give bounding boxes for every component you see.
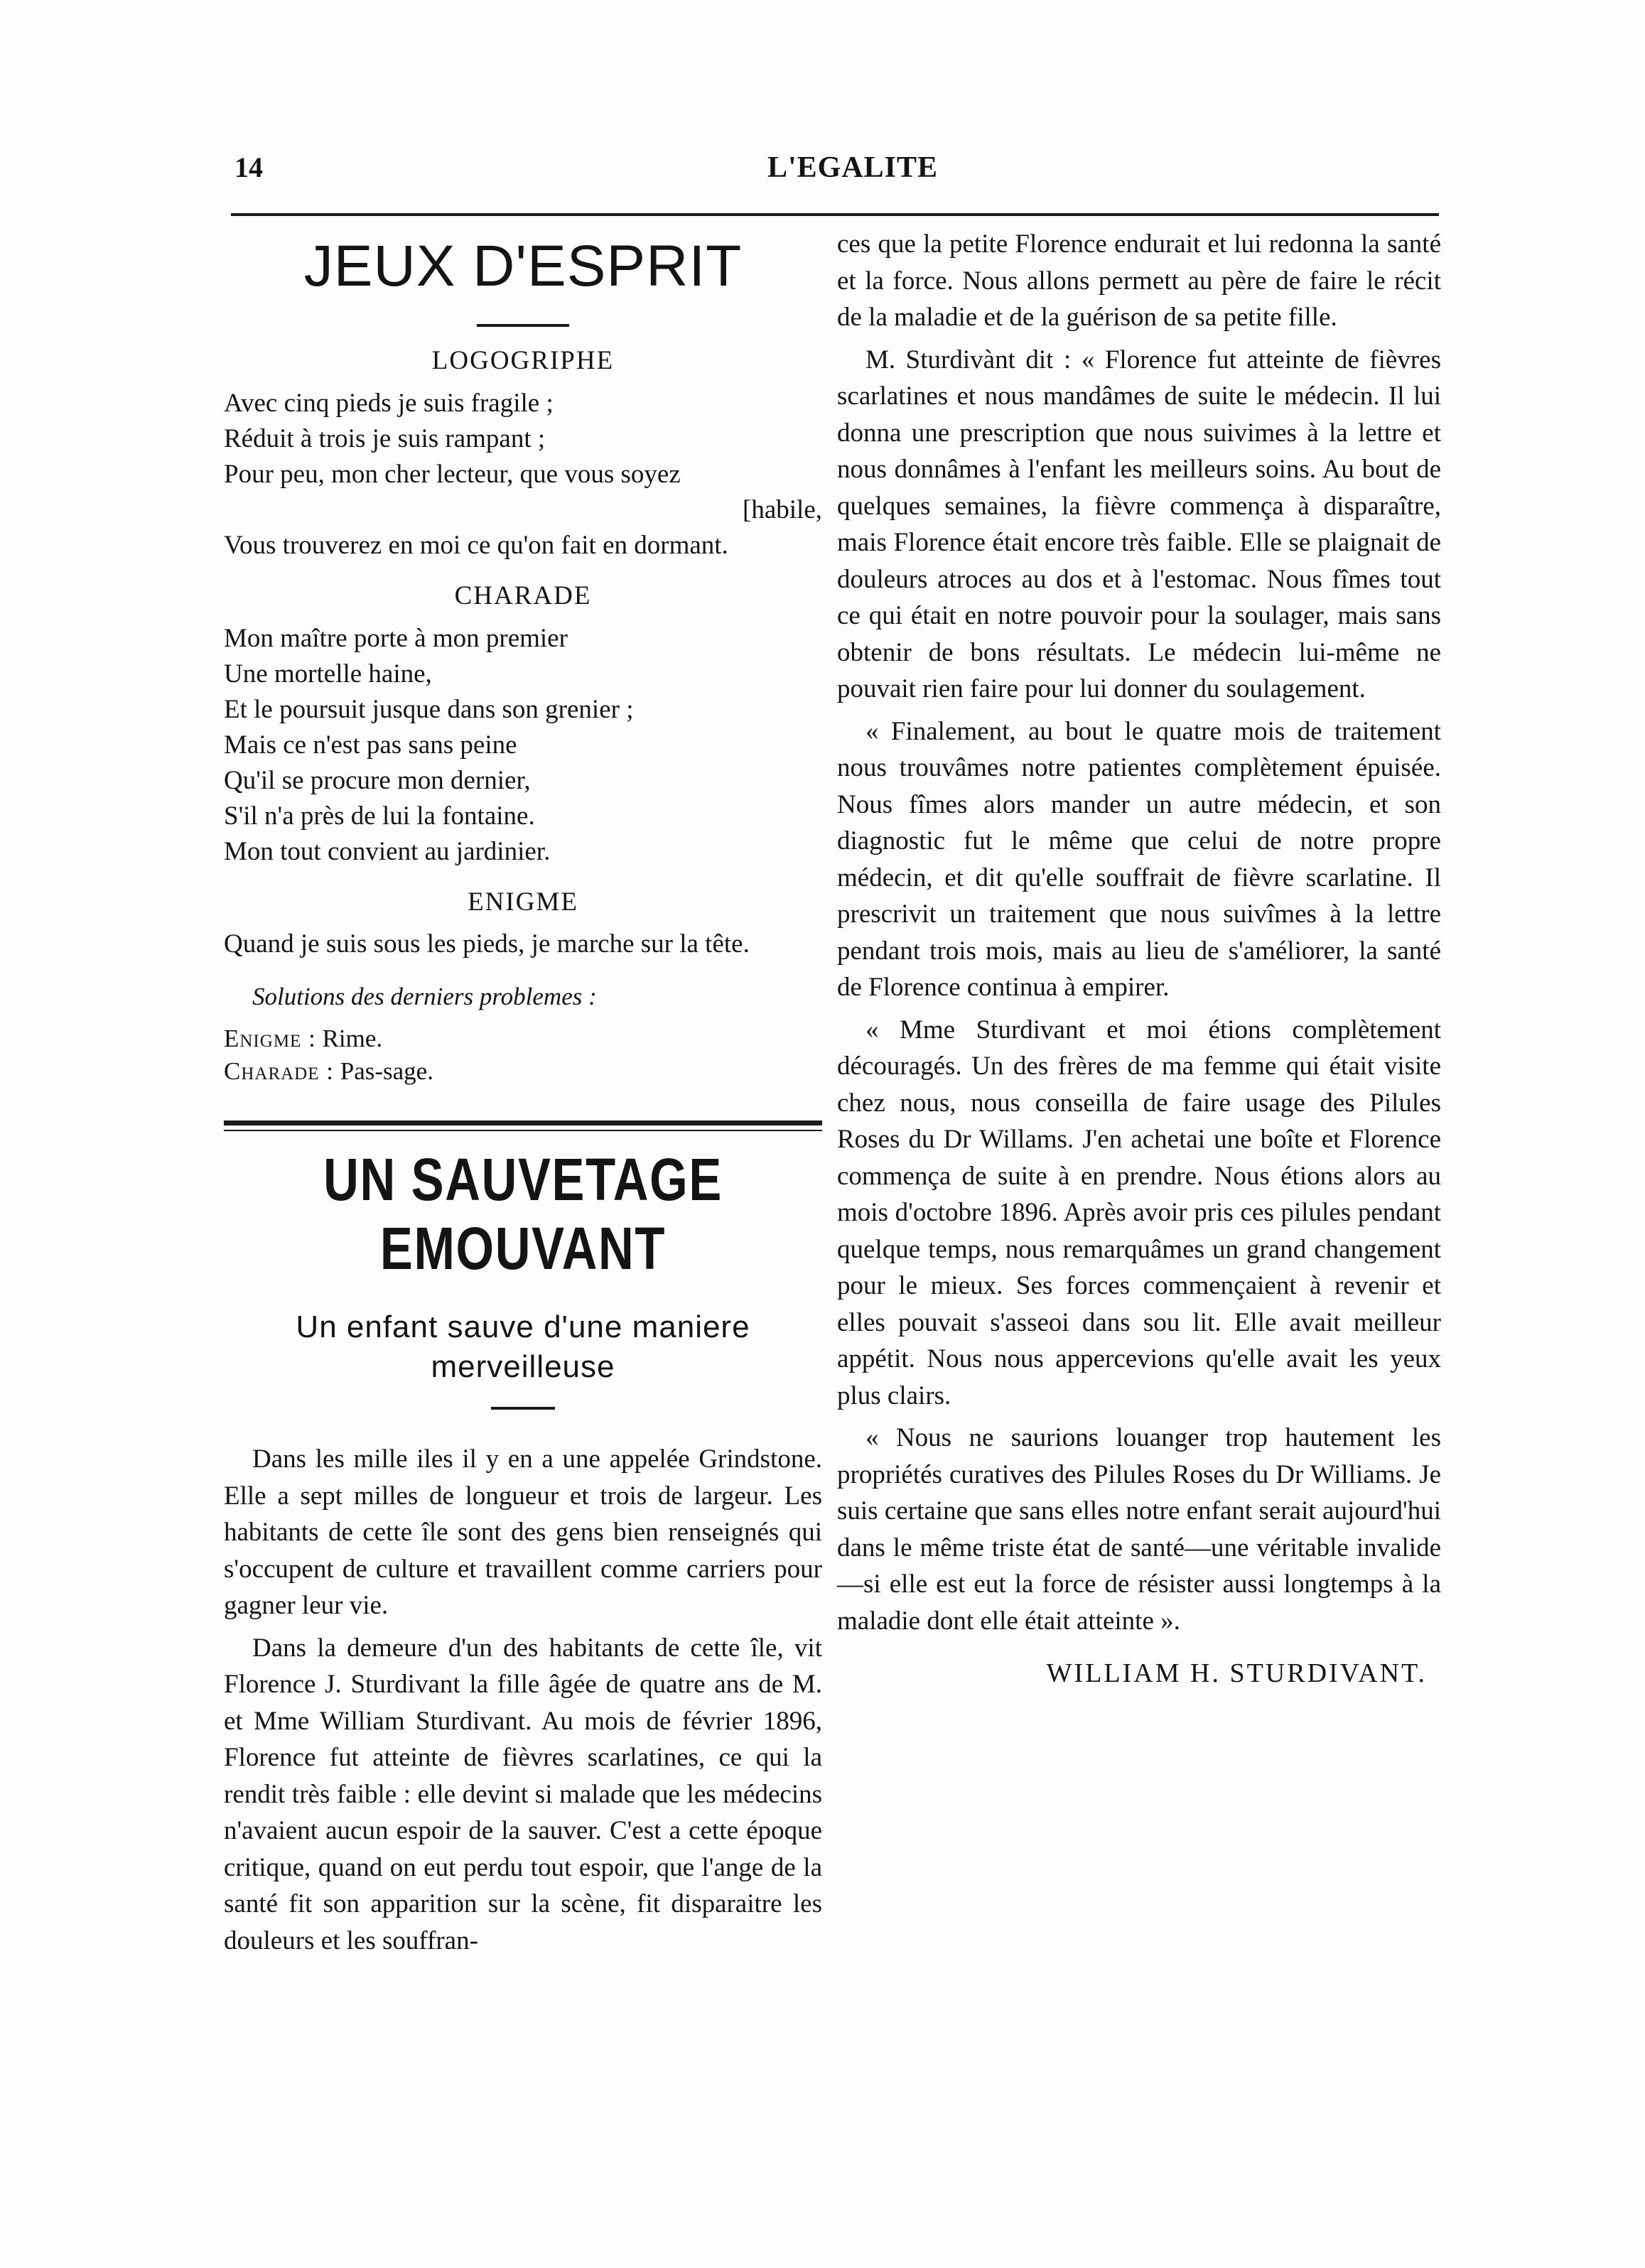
left-column (224, 226, 822, 1965)
article-subtitle: Un enfant sauve d'une maniere merveilleuse (296, 1310, 750, 1384)
article-signature: WILLIAM H. STURDIVANT. (1046, 1658, 1427, 1688)
enigme-heading: ENIGME (468, 887, 578, 917)
article-paragraph: ces que la petite Florence endurait et lui redonna la santé et la force. Nous allons permett au père de faire le récit de la maladie et de la guérison de sa petite fille. (837, 230, 1441, 332)
header-rule (231, 213, 1439, 216)
verse-line: Vous trouverez en moi ce qu'on fait en dormant. (224, 531, 728, 560)
article-paragraph: « Nous ne saurions louanger trop hautement les propriétés curatives des Pilules Roses du Dr Williams. Je suis certaine que sans elles notre enfant serait aujourd'hui dans le même triste état de santé—une véritable invalide—si elle est eut la force de résister aussi longtemps à la maladie dont elle était atteinte ». (837, 1423, 1441, 1636)
verse-line: Mon tout convient au jardinier. (224, 837, 551, 866)
jeux-title: JEUX D'ESPRIT (303, 234, 743, 298)
verse-line: Une mortelle haine, (224, 659, 432, 688)
logogriphe-verse (224, 386, 822, 563)
verse-line: Mon maître porte à mon premier (224, 624, 568, 653)
solution-charade-answer: Pas-sage. (340, 1057, 433, 1085)
section-divider-thin (224, 1130, 822, 1131)
verse-line: Mais ce n'est pas sans peine (224, 730, 517, 760)
page-number: 14 (234, 151, 263, 183)
verse-line: Pour peu, mon cher lecteur, que vous soyez (224, 460, 681, 489)
solution-charade (224, 1055, 822, 1088)
title-divider (477, 324, 569, 327)
charade-verse (224, 621, 822, 870)
verse-line: S'il n'a près de lui la fontaine. (224, 801, 535, 831)
solution-charade-label: Charade : (224, 1057, 334, 1085)
right-column (837, 226, 1441, 1689)
article-paragraph: M. Sturdivànt dit : « Florence fut atteinte de fièvres scarlatines et nous mandâmes de suite le médecin. Il lui donna une prescription que nous suivimes à la lettre et nous donnâmes à l'enfant les meilleurs soins. Au bout de quelques semaines, la fièvre commença à disparaître, mais Florence était encore très faible. Elle se plaignait de douleurs atroces au dos et à l'estomac. Nous fîmes tout ce qui était en notre pouvoir pour la soulager, mais sans obtenir de bons résultats. Le médecin lui-même ne pouvait rien faire pour lui donner du soulagement. (837, 345, 1441, 703)
charade-heading: CHARADE (454, 581, 592, 610)
verse-line: Qu'il se procure mon dernier, (224, 766, 531, 795)
verse-line: [habile, (743, 495, 822, 524)
journal-title: L'EGALITE (767, 151, 939, 184)
subtitle-divider (491, 1407, 555, 1410)
verse-line: Avec cinq pieds je suis fragile ; (224, 389, 554, 418)
article-paragraph: Dans les mille iles il y en a une appelée Grindstone. Elle a sept milles de longueur et trois de largeur. Les habitants de cette île sont des gens bien renseignés qui s'occupent de culture et travaillent comme carriers pour gagner leur vie. (224, 1444, 822, 1620)
solution-enigme-answer: Rime. (322, 1025, 383, 1052)
article-paragraph: Dans la demeure d'un des habitants de cette île, vit Florence J. Sturdivant la fille âgée de quatre ans de M. et Mme William Sturdivant. Au mois de février 1896, Florence fut atteinte de fièvres scarlatines, ce qui la rendit très faible : elle devint si malade que les médecins n'avaient aucun espoir de la sauver. C'est a cette époque critique, quand on eut perdu tout espoir, que l'ange de la santé fit son apparition sur la scène, fit disparaitre les douleurs et les souffran- (224, 1633, 822, 1955)
article-paragraph: « Finalement, au bout le quatre mois de traitement nous trouvâmes notre patientes complètement épuisée. Nous fîmes alors mander un autre médecin, et son diagnostic fut le même que celui de notre propre médecin, et dit qu'elle souffrait de fièvre scarlatine. Il prescrivit un traitement que nous suivîmes à la lettre pendant trois mois, mais au lieu de s'améliorer, la santé de Florence continua à empirer. (837, 716, 1441, 1002)
article-paragraph: « Mme Sturdivant et moi étions complètement découragés. Un des frères de ma femme qui était visite chez nous, nous conseilla de faire usage des Pilules Roses du Dr Willams. J'en achetai une boîte et Florence commença de suite à en prendre. Nous étions alors au mois d'octobre 1896. Après avoir pris ces pilules pendant quelque temps, nous remarquâmes un grand changement pour le mieux. Ses forces commençaient à revenir et elles pouvait s'asseoi dans sou lit. Elle avait meilleur appétit. Nous nous appercevions qu'elle avait les yeux plus clairs. (837, 1015, 1441, 1410)
verse-line: Réduit à trois je suis rampant ; (224, 424, 546, 453)
logogriphe-heading: LOGOGRIPHE (431, 346, 615, 375)
solution-enigme-label: Enigme : (224, 1025, 316, 1052)
solution-enigme (224, 1022, 822, 1055)
enigme-text: Quand je suis sous les pieds, je marche sur la tête. (224, 929, 750, 958)
verse-line: Et le poursuit jusque dans son grenier ; (224, 695, 634, 724)
solutions-heading: Solutions des derniers problemes : (252, 983, 597, 1010)
section-divider (224, 1120, 822, 1125)
article-title: UN SAUVETAGE EMOUVANT (323, 1146, 723, 1282)
